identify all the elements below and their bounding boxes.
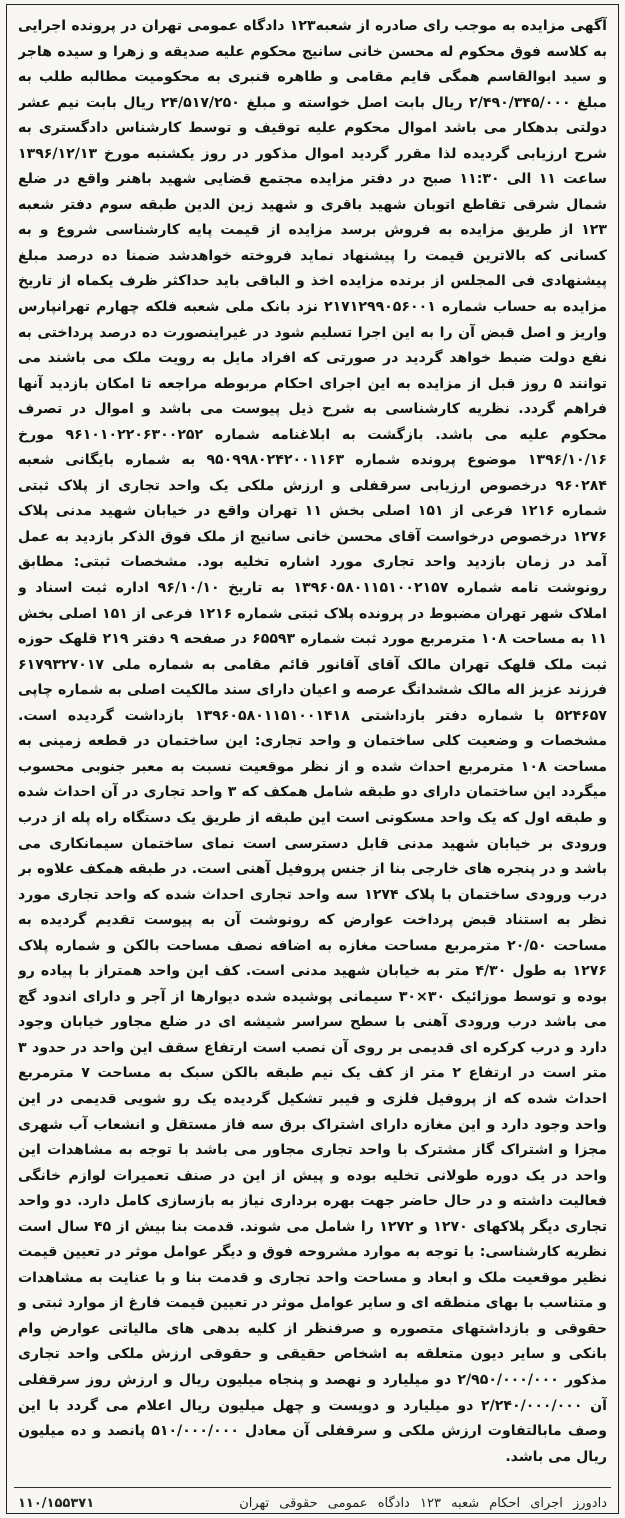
footer-divider: [14, 1487, 611, 1488]
auction-notice-body: [18, 14, 607, 1476]
reference-number: ۱۱۰/۱۵۵۳۷۱: [18, 1496, 95, 1511]
notice-footer: [18, 1494, 607, 1514]
issuing-authority: دادورز اجرای احکام شعبه ۱۲۳ دادگاه عمومی حقوقی تهران: [239, 1496, 607, 1511]
notice-paragraph: آگهی مزایده به موجب رای صادره از شعبه۱۲۳ دادگاه عمومی تهران در پرونده اجرایی به کلاسه فوق محکوم له محسن خانی سانیج محکوم علیه صدیقه و زهرا و سیده هاجر و سید ابوالقاسم همگی قایم مقامی و طاهره قنبری به محکومیت مطالبه طلب به مبلغ ۲/۴۹۰/۳۴۵/۰۰۰ ریال بابت اصل خواسته و مبلغ ۲۴/۵۱۷/۲۵۰ ریال بابت نیم عشر دولتی بدهکار می باشد اموال محکوم علیه توقیف و توسط کارشناس دادگستری به شرح ارزیابی گردیده لذا مقرر گردید اموال مذکور در روز یکشنبه مورخ ۱۳۹۶/۱۲/۱۳ ساعت ۱۱ الی ۱۱:۳۰ صبح در دفتر مزایده مجتمع قضایی شهید باهنر واقع در ضلع شمال شرقی تقاطع اتوبان شهید باقری و شهید زین الدین طبقه سوم دفتر شعبه ۱۲۳ از طریق مزایده به فروش برسد مزایده از قیمت پایه کارشناسی شروع و به کسانی که بالاترین قیمت را پیشنهاد نماید فروخته خواهدشد ضمنا ده درصد مبلغ پیشنهادی فی المجلس از برنده مزایده اخذ و الباقی باید حداکثر ظرف یکماه از تاریخ مزایده به حساب شماره ۲۱۷۱۲۹۹۰۵۶۰۰۱ نزد بانک ملی شعبه فلکه چهارم تهرانپارس واریز و اصل قبض آن را به این اجرا تسلیم شود در غیراینصورت ده درصد پرداختی به نفع دولت ضبط خواهد گردید در صورتی که افراد مایل به رویت ملک می باشند می توانند ۵ روز قبل از مزایده به این اجرای احکام مربوطه مراجعه تا امکان بازدید آنها فراهم گردد. نظریه کارشناسی به شرح ذیل پیوست می باشد و اموال در تصرف محکوم علیه می باشد. بازگشت به ابلاغنامه شماره ۹۶۱۰۱۰۲۲۰۶۳۰۰۲۵۲ مورخ ۱۳۹۶/۱۰/۱۶ موضوع پرونده شماره ۹۵۰۹۹۸۰۲۴۲۰۰۱۱۶۳ به شماره بایگانی شعبه ۹۶۰۲۸۴ درخصوص ارزیابی سرقفلی و ارزش ملکی یک واحد تجاری از پلاک ثبتی شماره ۱۲۱۶ فرعی از ۱۵۱ اصلی بخش ۱۱ تهران واقع در خیابان شهید مدنی پلاک ۱۲۷۶ درخصوص درخواست آقای محسن خانی سانیج از ملک فوق الذکر بازدید به عمل آمد در زمان بازدید واحد تجاری مورد اشاره تخلیه بود. مشخصات ثبتی: مطابق رونوشت نامه شماره ۱۳۹۶۰۵۸۰۱۱۵۱۰۰۲۱۵۷ به تاریخ ۹۶/۱۰/۱۰ اداره ثبت اسناد و املاک شهر تهران مضبوط در پرونده پلاک ثبتی شماره ۱۲۱۶ فرعی از ۱۵۱ اصلی بخش ۱۱ به مساحت ۱۰۸ مترمربع مورد ثبت شماره ۶۵۵۹۳ در صفحه ۹ دفتر ۲۱۹ قلهک حوزه ثبت ملک قلهک تهران مالک آقای آقانور قائم مقامی به شماره ملی ۶۱۷۹۳۲۷۰۱۷ فرزند عزیز اله مالک ششدانگ عرصه و اعیان دارای سند مالکیت اصلی به شماره چاپی ۵۲۴۶۵۷ با شماره دفتر بازداشتی ۱۳۹۶۰۵۸۰۱۱۵۱۰۰۱۴۱۸ بازداشت گردیده است. مشخصات و وضعیت کلی ساختمان و واحد تجاری: این ساختمان در قطعه زمینی به مساحت ۱۰۸ مترمربع احداث شده و از نظر موقعیت نسبت به معبر جنوبی محسوب میگردد این ساختمان دارای دو طبقه شامل همکف که ۳ واحد تجاری در آن احداث شده و طبقه اول که یک واحد مسکونی است این طبقه از طریق یک دستگاه راه پله از درب ورودی بر خیابان شهید مدنی قابل دسترسی است نمای ساختمان سیمانکاری می باشد و در پنجره های خارجی بنا از جنس پروفیل آهنی است. در طبقه همکف علاوه بر درب ورودی ساختمان با پلاک ۱۲۷۴ سه واحد تجاری احداث شده که واحد تجاری مورد نظر به استناد قبض پرداخت عوارض که رونوشت آن به پیوست تقدیم گردیده به مساحت ۲۰/۵۰ مترمربع مساحت مغازه به اضافه نصف مساحت بالکن و شماره پلاک ۱۲۷۶ به طول ۴/۳۰ متر به خیابان شهید مدنی است. کف این واحد همتراز با پیاده رو بوده و توسط موزائیک ۳۰×۳۰ سیمانی پوشیده شده دیوارها از آجر و دارای اندود گچ می باشد درب ورودی آهنی با سطح سراسر شیشه ای در ضلع مجاور خیابان وجود دارد و درب کرکره ای قدیمی بر روی آن نصب است ارتفاع سقف این واحد در حدود ۳ متر است در ارتفاع ۲ متر از کف یک نیم طبقه بالکن سبک به مساحت ۷ مترمربع احداث شده که از پروفیل فلزی و فیبر تشکیل گردیده یک رو شویی قدیمی در این واحد وجود دارد و این مغازه دارای اشتراک برق سه فاز مستقل و انشعاب آب شهری مجزا و اشتراک گاز مشترک با واحد تجاری مجاور می باشد با توجه به مشاهدات این واحد در یک دوره طولانی تخلیه بوده و پیش از این در صنف تعمیرات لوازم خانگی فعالیت داشته و در حال حاضر جهت بهره برداری نیاز به بازسازی کامل دارد. دو واحد تجاری دیگر پلاکهای ۱۲۷۰ و ۱۲۷۲ را شامل می شوند. قدمت بنا بیش از ۴۵ سال است نظریه کارشناسی: با توجه به موارد مشروحه فوق و دیگر عوامل موثر در تعیین قیمت نظیر موقعیت ملک و ابعاد و مساحت واحد تجاری و قدمت بنا و با عنایت به مشاهدات و متناسب با بهای منطقه ای و سایر عوامل موثر در تعیین قیمت فارغ از موارد ثبتی و حقوقی و بازداشتهای متصوره و صرفنظر از کلیه بدهی های مالیاتی عوارض وام بانکی و سایر دیون متعلقه به اشخاص حقیقی و حقوقی ارزش ملکی واحد تجاری مذکور ۲/۹۵۰/۰۰۰/۰۰۰ دو میلیارد و نهصد و پنجاه میلیون ریال و ارزش روز سرقفلی آن ۲/۲۴۰/۰۰۰/۰۰۰ دو میلیارد و دویست و چهل میلیون ریال اعلام می گردد با این وصف مابالتفاوت ارزش ملکی و سرقفلی آن معادل ۵۱۰/۰۰۰/۰۰۰ پانصد و ده میلیون ریال می باشد.: [18, 18, 607, 1465]
